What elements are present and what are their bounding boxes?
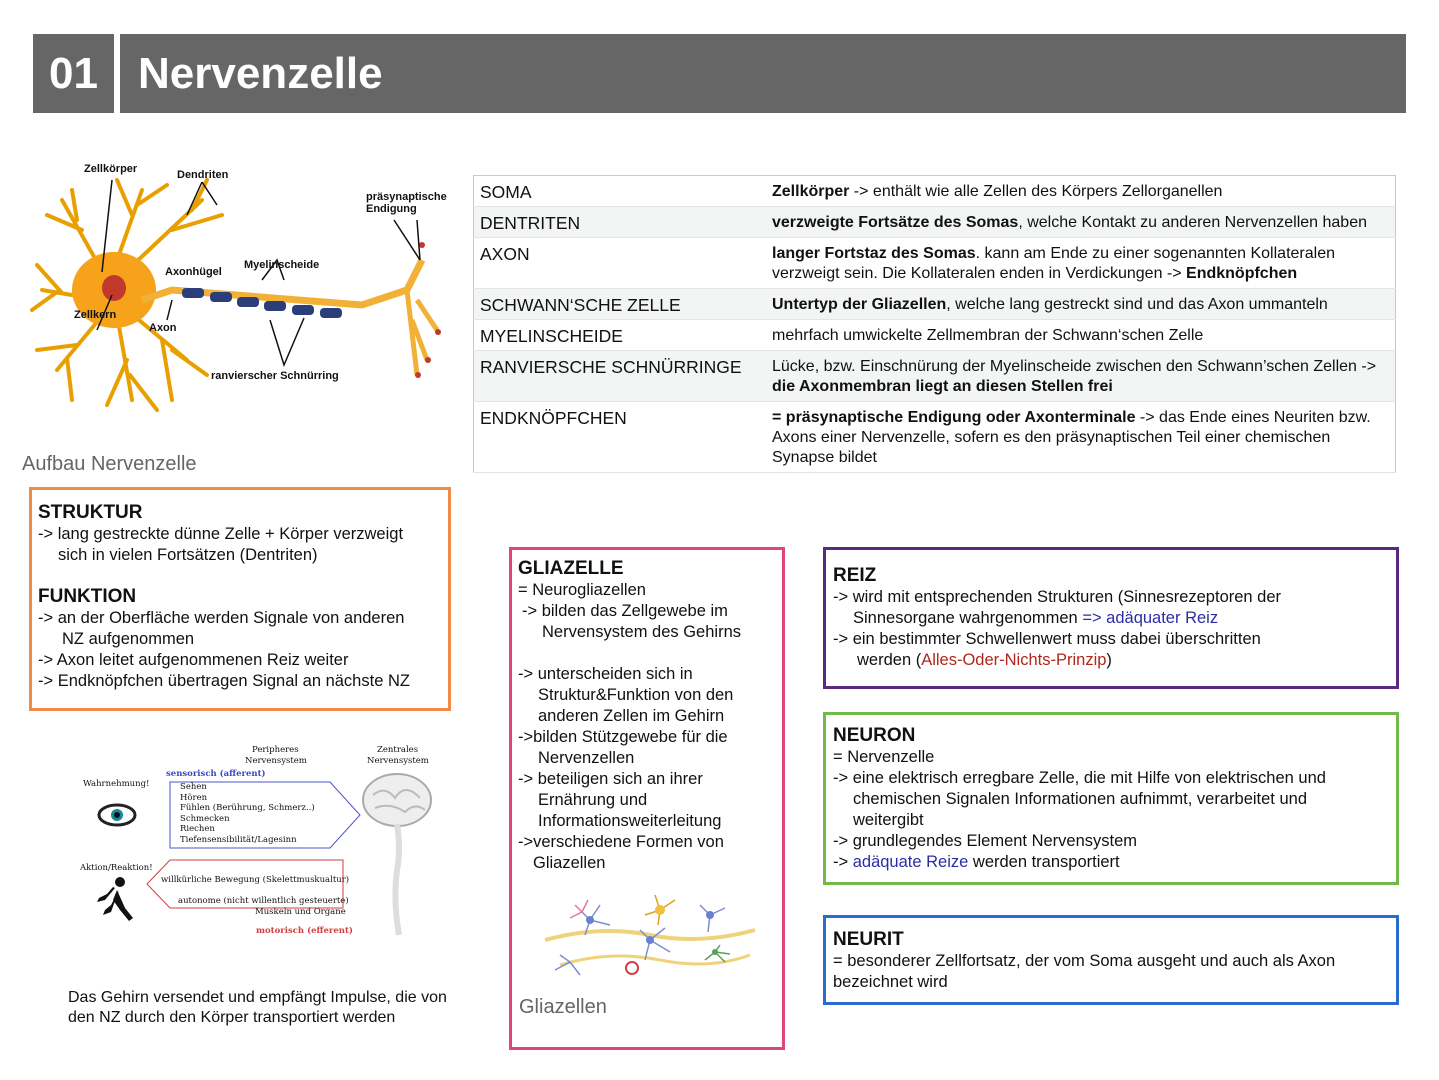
label-axon: Axon (149, 322, 177, 334)
table-row (474, 176, 1396, 207)
table-row (474, 238, 1396, 289)
funktion-line: NZ aufgenommen (62, 630, 195, 648)
definition-cell: langer Fortstaz des Somas. kann am Ende zu einer sogenannten Kollateralen verzweigt sein. Die Kollateralen enden in Verdickungen -> Endknöpfchen (766, 238, 1396, 289)
funktion-line: -> Axon leitet aufgenommenen Reiz weiter (38, 651, 349, 669)
term-cell: SOMA (474, 176, 767, 207)
sense-item: Schmecken (180, 813, 230, 824)
table-row (474, 289, 1396, 320)
wahrnehmung-label: Wahrnehmung! (83, 779, 150, 789)
peripheres-label-2: Nervensystem (245, 756, 307, 766)
neuron-heading: NEURON (833, 725, 916, 746)
sense-item: Tiefensensibilität/Lagesinn (180, 834, 297, 845)
label-ranvier: ranvierscher Schnürring (211, 370, 339, 382)
glia-line: ->verschiedene Formen von (518, 833, 724, 851)
reiz-line: -> wird mit entsprechenden Strukturen (Sinnesrezeptoren der (833, 588, 1282, 606)
glia-line: Informationsweiterleitung (538, 812, 722, 830)
label-dendriten: Dendriten (177, 169, 229, 181)
sense-item: Sehen (180, 782, 207, 792)
glia-line: -> unterscheiden sich in (518, 665, 693, 683)
aktion-label: Aktion/Reaktion! (80, 863, 153, 873)
struktur-heading: STRUKTUR (38, 502, 143, 523)
neuron-line: -> adäquate Reize werden transportiert (833, 853, 1120, 871)
struktur-funktion-box (29, 487, 451, 711)
peripheres-label: Peripheres (252, 745, 299, 755)
table-row (474, 402, 1396, 473)
nervous-system-diagram (75, 740, 445, 940)
term-cell: SCHWANN‘SCHE ZELLE (474, 289, 767, 320)
neuron-line: -> eine elektrisch erregbare Zelle, die mit Hilfe von elektrischen und (833, 769, 1326, 787)
term-cell: DENTRITEN (474, 207, 767, 238)
definition-cell: Untertyp der Gliazellen, welche lang gestreckt sind und das Axon ummanteln (766, 289, 1396, 320)
reiz-box (823, 547, 1399, 689)
glia-line: ->bilden Stützgewebe für die (518, 728, 728, 746)
reiz-line: -> ein bestimmter Schwellenwert muss dabei überschritten (833, 630, 1261, 648)
sense-item: Fühlen (Berührung, Schmerz..) (180, 803, 315, 814)
funktion-heading: FUNKTION (38, 586, 137, 607)
term-cell: ENDKNÖPFCHEN (474, 402, 767, 473)
definitions-table (473, 175, 1396, 473)
section-number: 01 (33, 34, 114, 113)
neurit-line: bezeichnet wird (833, 973, 948, 991)
glia-line: -> bilden das Zellgewebe im (522, 602, 728, 620)
term-cell: RANVIERSCHE SCHNÜRRINGE (474, 351, 767, 402)
definition-cell: Lücke, bzw. Einschnürung der Myelinscheide zwischen den Schwann’schen Zellen -> die Axonmembran liegt an diesen Stellen frei (766, 351, 1396, 402)
glia-line: Struktur&Funktion von den (538, 686, 734, 704)
reiz-line: werden (Alles-Oder-Nichts-Prinzip) (857, 651, 1112, 669)
brain-icon (363, 774, 431, 935)
neurit-heading: NEURIT (833, 929, 904, 950)
autonome-label-2: Muskeln und Organe (255, 907, 346, 917)
neuron-line: -> grundlegendes Element Nervensystem (833, 832, 1138, 850)
definition-cell: = präsynaptische Endigung oder Axonterminale -> das Ende eines Neuriten bzw. Axons einer Nervenzelle, sofern es den präsynaptischen Teil einer chemischen Synapse bildet (766, 402, 1396, 473)
willkuerlich-label: willkürliche Bewegung (Skelettmuskualtur) (161, 875, 350, 885)
definition-cell: Zellkörper -> enthält wie alle Zellen des Körpers Zellorganellen (766, 176, 1396, 207)
label-axonhuegel: Axonhügel (165, 266, 222, 278)
table-row (474, 207, 1396, 238)
autonome-label: autonome (nicht willentlich gesteuerte) (178, 896, 349, 906)
glia-line: Nervensystem des Gehirns (542, 623, 741, 641)
page-title: Nervenzelle (120, 34, 1406, 113)
label-zellkoerper: Zellkörper (84, 163, 138, 175)
neuron-box (823, 712, 1399, 885)
neuron-line: chemischen Signalen Informationen aufnimmt, verarbeitet und (853, 790, 1307, 808)
table-row (474, 351, 1396, 402)
funktion-line: -> an der Oberfläche werden Signale von anderen (38, 609, 405, 627)
glia-line: Ernährung und (538, 791, 648, 809)
eye-icon (99, 805, 135, 825)
neuron-illustration (22, 160, 462, 425)
term-cell: AXON (474, 238, 767, 289)
label-endigung: Endigung (366, 203, 417, 215)
sensorisch-label: sensorisch (afferent) (166, 769, 266, 779)
struktur-line: -> lang gestreckte dünne Zelle + Körper verzweigt (38, 525, 404, 543)
sense-item: Hören (180, 792, 208, 803)
glia-cells-illustration (540, 890, 760, 985)
zentrales-label: Zentrales (377, 745, 419, 755)
glia-line: Gliazellen (533, 854, 606, 872)
glia-line: Nervenzellen (538, 749, 635, 767)
sense-item: Riechen (180, 824, 215, 835)
label-zellkern: Zellkern (74, 309, 117, 321)
running-figure-icon (97, 877, 133, 921)
neurit-box (823, 915, 1399, 1005)
neuron-line: weitergibt (853, 811, 924, 829)
neuron-caption: Aufbau Nervenzelle (22, 453, 197, 475)
glia-line: -> beteiligen sich an ihrer (518, 770, 703, 788)
neurit-line: = besonderer Zellfortsatz, der vom Soma ausgeht und auch als Axon (833, 952, 1336, 970)
term-cell: MYELINSCHEIDE (474, 320, 767, 351)
glia-caption: Gliazellen (519, 996, 607, 1018)
funktion-line: -> Endknöpfchen übertragen Signal an nächste NZ (38, 672, 410, 690)
zentrales-label-2: Nervensystem (367, 756, 429, 766)
definition-cell: verzweigte Fortsätze des Somas, welche Kontakt zu anderen Nervenzellen haben (766, 207, 1396, 238)
struktur-line: sich in vielen Fortsätzen (Dentriten) (58, 546, 318, 564)
table-row (474, 320, 1396, 351)
reiz-heading: REIZ (833, 565, 877, 586)
glia-line: = Neurogliazellen (518, 581, 646, 599)
reiz-line: Sinnesorgane wahrgenommen => adäquater Reiz (853, 609, 1219, 627)
gliazelle-box (509, 547, 785, 1050)
glia-heading: GLIAZELLE (518, 558, 624, 579)
senses-list (180, 782, 315, 846)
neuron-line: = Nervenzelle (833, 748, 935, 766)
label-praesynaptische: präsynaptische (366, 191, 447, 203)
motorisch-label: motorisch (efferent) (256, 926, 353, 936)
glia-line: anderen Zellen im Gehirn (538, 707, 725, 725)
nervous-caption: Das Gehirn versendet und empfängt Impulse, die von den NZ durch den Körper transportiert werden (68, 989, 447, 1026)
label-myelinscheide: Myelinscheide (244, 259, 320, 271)
definition-cell: mehrfach umwickelte Zellmembran der Schwann‘schen Zelle (766, 320, 1396, 351)
